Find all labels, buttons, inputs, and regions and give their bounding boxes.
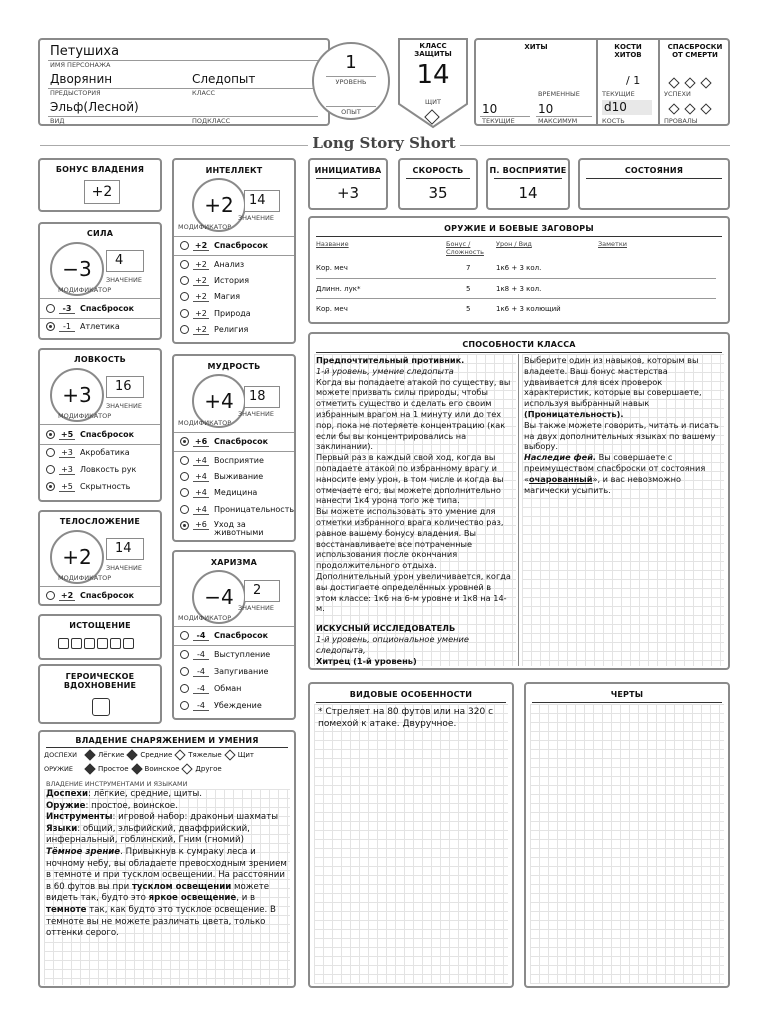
- hp-current[interactable]: 10: [482, 102, 498, 116]
- feature-column-right: Выберите один из навыков, которым вы владеете. Ваш бонус мастерства удваивается для всех проверок характеристик, которые вы совершаете, используя выбранный навык (Проницательность). Вы также можете говорить, читать и писать на двух дополнительных языках по вашему выбору. Наследие фей. Вы совершаете с преимуществом спасброски от состояния «очарованный», и вас невозможно магически усыпить.: [522, 354, 724, 666]
- wisdom-save[interactable]: +6 Спасбросок: [180, 437, 268, 447]
- armor-class-value[interactable]: 14: [416, 60, 450, 90]
- skill-perception[interactable]: +4 Восприятие: [180, 456, 264, 466]
- proficiency-bonus-value[interactable]: +2: [84, 180, 120, 204]
- charisma-score[interactable]: 2: [244, 580, 280, 602]
- skill-medicine[interactable]: +4 Медицина: [180, 488, 257, 498]
- feature-column-left: Предпочтительный противник. 1-й уровень, умение следопыта Когда вы попадаете атакой по существу, вы можете призвать силы природы, чтобы отметить существо и сделать его своим избранным врагом на 1 минуту или до тех пор, пока не потеряете концентрацию (как если бы вы концентрировались на заклинании). Первый раз в каждый свой ход, когда вы попадаете атакой по избранному врагу и наносите ему урон, в том числе и когда вы отмечаете его, вы можете дополнительно нанести 1к4 урона того же типа. Вы можете использовать это умение для отметки избранного врага количество раз, равное вашему бонусу владения. Вы восстанавливаете все потраченные использования после окончания продолжительного отдыха. Дополнительный урон увеличивается, когда вы достигаете определённых уровней в этом классе: 1к6 на 6-м уровне и 1к8 на 14-м. ИСКУСНЫЙ ИССЛЕДОВАТЕЛЬ 1-й уровень, опциональное умение следопыта, Хитрец (1-й уровень): [314, 354, 516, 666]
- feats-area[interactable]: [530, 704, 724, 984]
- death-save-success-marks[interactable]: [666, 78, 714, 88]
- inspiration-checkbox[interactable]: [92, 698, 110, 716]
- skill-athletics[interactable]: -1 Атлетика: [46, 322, 120, 332]
- hit-dice-spent[interactable]: / 1: [626, 74, 641, 87]
- header-box: Петушиха ИМЯ ПЕРСОНАЖА Дворянин Следопыт ПРЕДЫСТОРИЯ КЛАСС Эльф(Лесной) ВИД ПОДКЛАСС: [38, 38, 330, 126]
- constitution-score[interactable]: 14: [106, 538, 144, 560]
- strength-score[interactable]: 4: [106, 250, 144, 272]
- armor-training: ДОСПЕХИ Лёгкие Средние Тяжелые Щит: [44, 751, 254, 759]
- feats-box: ЧЕРТЫ: [524, 682, 730, 988]
- constitution-save[interactable]: +2 Спасбросок: [46, 591, 134, 601]
- skill-investigation[interactable]: +2 Анализ: [180, 260, 244, 270]
- intelligence-modifier[interactable]: +2: [204, 193, 234, 217]
- dexterity-block: ЛОВКОСТЬ +3 16 ЗНАЧЕНИЕ МОДИФИКАТОР +5 Спасбросок +3 Акробатика +3 Ловкость рук +5 Скрытность: [38, 348, 162, 502]
- speed-box: СКОРОСТЬ 35: [398, 158, 478, 210]
- skill-survival[interactable]: +4 Выживание: [180, 472, 263, 482]
- weapon-training: ОРУЖИЕ Простое Воинское Другое: [44, 765, 222, 773]
- hit-die-type[interactable]: d10: [602, 100, 652, 115]
- skill-deception[interactable]: -4 Обман: [180, 684, 241, 694]
- dexterity-save[interactable]: +5 Спасбросок: [46, 430, 134, 440]
- species-traits-box: ВИДОВЫЕ ОСОБЕННОСТИ * Стреляет на 80 футов или на 320 с помехой к атаке. Двуручное.: [308, 682, 514, 988]
- strength-block: СИЛА −3 4 ЗНАЧЕНИЕ МОДИФИКАТОР -3 Спасбросок -1 Атлетика: [38, 222, 162, 340]
- intelligence-score[interactable]: 14: [244, 190, 280, 212]
- level-circle: 1 УРОВЕНЬ ОПЫТ: [312, 42, 390, 120]
- skill-insight[interactable]: +4 Проницательность: [180, 505, 294, 515]
- strength-modifier[interactable]: −3: [62, 257, 92, 281]
- strength-save[interactable]: -3 Спасбросок: [46, 304, 134, 314]
- species-value[interactable]: Эльф(Лесной): [50, 100, 139, 114]
- species-traits-text[interactable]: * Стреляет на 80 футов или на 320 с помехой к атаке. Двуручное.: [314, 704, 508, 984]
- constitution-block: ТЕЛОСЛОЖЕНИЕ +2 14 ЗНАЧЕНИЕ МОДИФИКАТОР +2 Спасбросок: [38, 510, 162, 606]
- skill-performance[interactable]: -4 Выступление: [180, 650, 270, 660]
- wisdom-score[interactable]: 18: [244, 386, 280, 408]
- wisdom-modifier[interactable]: +4: [204, 389, 234, 413]
- class-features-box: СПОСОБНОСТИ КЛАССА Предпочтительный противник. 1-й уровень, умение следопыта Когда вы попадаете атакой по существу, вы можете призвать силы природы, чтобы отметить существо и сделать его своим избранным врагом на 1 минуту или до тех пор, пока не потеряете концентрацию (как если бы вы концентрировались на заклинании). Первый раз в каждый свой ход, когда вы попадаете атакой по избранному врагу и наносите ему урон, в том числе и когда вы отмечаете его, вы можете дополнительно нанести 1к4 урона того же типа. Вы можете использовать это умение для отметки избранного врага количество раз, равное вашему бонусу владения. Вы восстанавливаете все потраченные использования после окончания продолжительного отдыха. Дополнительный урон увеличивается, когда вы достигаете определённых уровней в этом классе: 1к6 на 6-м уровне и 1к8 на 14-м. ИСКУСНЫЙ ИССЛЕДОВАТЕЛЬ 1-й уровень, опциональное умение следопыта, Хитрец (1-й уровень) Выберите один из навыков, которым вы владеете. Ваш бонус мастерства удваивается для всех проверок характеристик, которые вы совершаете, используя выбранный навык (Проницательность). Вы также можете говорить, читать и писать на двух дополнительных языках по вашему выбору. Наследие фей. Вы совершаете с преимуществом спасброски от состояния «очарованный», и вас невозможно магически усыпить.: [308, 332, 730, 670]
- skill-stealth[interactable]: +5 Скрытность: [46, 482, 130, 492]
- character-name[interactable]: Петушиха: [50, 44, 120, 59]
- banner-title: Long Story Short: [308, 134, 460, 152]
- dexterity-modifier[interactable]: +3: [62, 383, 92, 407]
- skill-animal-handling[interactable]: +6 Уход за животными: [180, 521, 292, 537]
- initiative-box: ИНИЦИАТИВА +3: [308, 158, 388, 210]
- speed-value[interactable]: 35: [428, 184, 448, 202]
- hit-points-box: ХИТЫ 10 ТЕКУЩИЕ ВРЕМЕННЫЕ 10 МАКСИМУМ КОСТИ ХИТОВ / 1 ТЕКУЩИЕ d10 КОСТЬ СПАСБРОСКИ ОТ СМЕРТИ УСПЕХИ ПРОВАЛЫ: [474, 38, 730, 126]
- charisma-block: ХАРИЗМА −4 2 ЗНАЧЕНИЕ МОДИФИКАТОР -4 Спасбросок -4 Выступление -4 Запугивание -4 Обман -4 Убеждение: [172, 550, 296, 720]
- skill-sleight-of-hand[interactable]: +3 Ловкость рук: [46, 465, 136, 475]
- conditions-box[interactable]: СОСТОЯНИЯ: [578, 158, 730, 210]
- background-value[interactable]: Дворянин: [50, 72, 113, 86]
- hp-max[interactable]: 10: [538, 102, 554, 116]
- exhaustion-box: ИСТОЩЕНИЕ: [38, 614, 162, 660]
- passive-perception-box: П. ВОСПРИЯТИЕ 14: [486, 158, 570, 210]
- constitution-modifier[interactable]: +2: [62, 545, 92, 569]
- exhaustion-levels[interactable]: [58, 638, 136, 652]
- death-save-fail-marks[interactable]: [666, 104, 714, 114]
- skill-arcana[interactable]: +2 Магия: [180, 292, 240, 302]
- passive-perception-value[interactable]: 14: [518, 184, 538, 202]
- skill-acrobatics[interactable]: +3 Акробатика: [46, 448, 130, 458]
- level-value[interactable]: 1: [345, 52, 357, 73]
- charisma-save[interactable]: -4 Спасбросок: [180, 631, 268, 641]
- intelligence-block: ИНТЕЛЛЕКТ +2 14 ЗНАЧЕНИЕ МОДИФИКАТОР +2 Спасбросок +2 Анализ +2 История +2 Магия +2 Природа +2 Религия: [172, 158, 296, 344]
- weapons-box: ОРУЖИЕ И БОЕВЫЕ ЗАГОВОРЫ Название Бонус / Сложность Урон / Вид Заметки Кор. меч 7 1к6 + 3 кол. Длинн. лук* 5 1к8 + 3 кол. Кор. меч 5 1к6 + 3 колющий: [308, 216, 730, 324]
- skill-religion[interactable]: +2 Религия: [180, 325, 248, 335]
- class-value[interactable]: Следопыт: [192, 72, 256, 86]
- skill-history[interactable]: +2 История: [180, 276, 249, 286]
- proficiency-bonus-box: БОНУС ВЛАДЕНИЯ +2: [38, 158, 162, 212]
- wisdom-block: МУДРОСТЬ +4 18 ЗНАЧЕНИЕ МОДИФИКАТОР +6 Спасбросок +4 Восприятие +4 Выживание +4 Медицина +4 Проницательность +6 Уход за животными: [172, 354, 296, 542]
- heroic-inspiration-box: ГЕРОИЧЕСКОЕ ВДОХНОВЕНИЕ: [38, 664, 162, 724]
- proficiencies-text[interactable]: Доспехи: лёгкие, средние, щиты. Оружие: простое, воинское. Инструменты: игровой набор: драконьи шахматы Языки: общий, эльфийский, дваффрийский, инфернальный, гоблинский, Гним (гномий) Тёмное зрение. Привыкнув к сумраку леса и ночному небу, вы обладаете превосходным зрением в темноте и при тусклом освещении. На расстоянии в 60 футов вы при тусклом освещении можете видеть так, будто это яркое освещение, и в темноте так, как будто это тусклое освещение. В темноте вы не можете различать цвета, только оттенки серого.: [44, 789, 290, 985]
- initiative-value[interactable]: +3: [336, 184, 360, 202]
- charisma-modifier[interactable]: −4: [204, 585, 234, 609]
- intelligence-save[interactable]: +2 Спасбросок: [180, 241, 268, 251]
- equipment-proficiency-box: ВЛАДЕНИЕ СНАРЯЖЕНИЕМ И УМЕНИЯ ДОСПЕХИ Лёгкие Средние Тяжелые Щит ОРУЖИЕ Простое Воинское Другое ВЛАДЕНИЕ ИНСТРУМЕНТАМИ И ЯЗЫКАМИ Доспехи: лёгкие, средние, щиты. Оружие: простое, воинское. Инструменты: игровой набор: драконьи шахматы Языки: общий, эльфийский, дваффрийский, инфернальный, гоблинский, Гним (гномий) Тёмное зрение. Привыкнув к сумраку леса и ночному небу, вы обладаете превосходным зрением в темноте и при тусклом освещении. На расстоянии в 60 футов вы при тусклом освещении можете видеть так, будто это яркое освещение, и в темноте так, как будто это тусклое освещение. В темноте вы не можете различать цвета, только оттенки серого.: [38, 730, 296, 988]
- skill-nature[interactable]: +2 Природа: [180, 309, 251, 319]
- dexterity-score[interactable]: 16: [106, 376, 144, 398]
- skill-persuasion[interactable]: -4 Убеждение: [180, 701, 262, 711]
- skill-intimidation[interactable]: -4 Запугивание: [180, 667, 268, 677]
